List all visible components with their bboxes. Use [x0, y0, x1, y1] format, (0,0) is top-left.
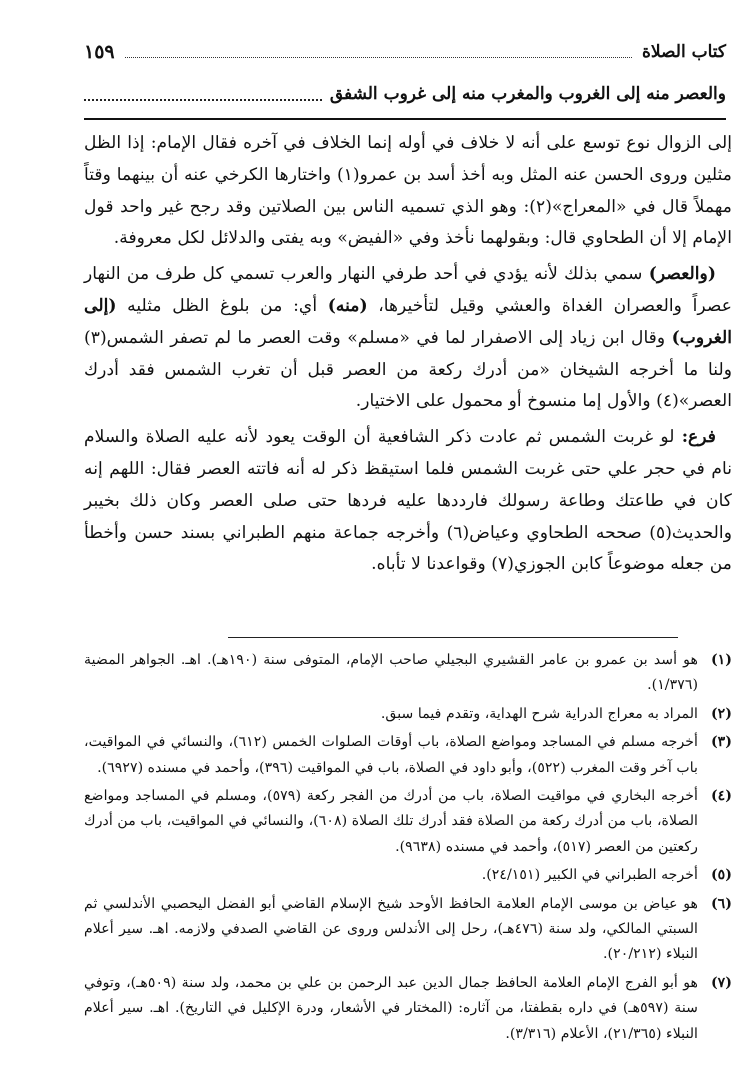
matn-text: والعصر منه إلى الغروب والمغرب منه إلى غروب الشفق [329, 84, 726, 104]
term-minhu: (منه) [327, 295, 368, 316]
page-number: ١٥٩ [84, 41, 115, 63]
commentary-body [84, 128, 732, 585]
footnote-3: (٣) أخرجه مسلم في المساجد ومواضع الصلاة، باب أوقات الصلوات الخمس (٦١٢)، والنسائي في المواقيت، باب آخر وقت المغرب (٥٢٢)، وأبو داود في الصلاة، باب في المواقيت (٣٩٦)، وأحمد في مسنده (٦٩٢٧). [84, 734, 732, 776]
footnote-1: (١) هو أسد بن عمرو بن عامر القشيري البجيلي صاحب الإمام، المتوفى سنة (١٩٠هـ). اهـ. الجواهر المضية (١/٣٧٦). [84, 652, 732, 694]
running-header [84, 40, 726, 64]
matn-line [84, 84, 726, 104]
footnote-separator [228, 637, 678, 638]
paragraph-3: فرع: لو غربت الشمس ثم عادت ذكر الشافعية أن الوقت يعود لأنه عليه الصلاة والسلام نام في حجر علي حتى غربت الشمس فلما استيقظ ذكر له أنه فاتته العصر فقال: اللهم إنه كان في طاعتك وطاعة رسولك فارددها عليه فردها حتى صلى العصر وكان ذلك بخيبر والحديث(٥) صححه الطحاوي وعياض(٦) وأخرجه جماعة منهم الطبراني بسند حسن وأخطأ من جعله موضوعاً كابن الجوزي(٧) وقواعدنا لا تأباه. [84, 427, 732, 575]
footnote-7: (٧) هو أبو الفرج الإمام العلامة الحافظ جمال الدين عبد الرحمن بن علي بن محمد، ولد سنة (٥٠٩هـ)، وتوفي سنة (٥٩٧هـ) في داره بقطفتا، من آثاره: (المختار في الأشعار، ودرة الإكليل في التاريخ). اهـ. سير أعلام النبلاء (٢١/٣٦٥)، الأعلام (٣/٣١٦). [84, 974, 732, 1042]
paragraph-1: إلى الزوال نوع توسع على أنه لا خلاف في أوله إنما الخلاف في آخره فقال الإمام: إذا الظل مثلين وروى الحسن عنه المثل وبه أخذ أسد بن عمرو(١) واختارها الكرخي عنه أن بينهما وقتاً مهملاً قال في «المعراج»(٢): وهو الذي تسميه الناس بين الصلاتين وقد رجح غير واحد قول الإمام إلا أن الطحاوي قال: وبقولهما نأخذ وفي «الفيض» وبه يفتى والدلائل لكل معروفة. [84, 133, 732, 249]
term-far: فرع: [681, 427, 716, 448]
footnote-5: (٥) أخرجه الطبراني في الكبير (٢٤/١٥١). [481, 867, 732, 884]
chapter-title: كتاب الصلاة [641, 42, 726, 62]
footnote-4: (٤) أخرجه البخاري في مواقيت الصلاة، باب من أدرك من الفجر ركعة (٥٧٩)، ومسلم في المساجد ومواضع الصلاة، باب من أدرك ركعة من الصلاة فقد أدرك تلك الصلاة (٦٠٨)، والنسائي في المواقيت، باب من أدرك ركعتين من العصر (٥١٧)، وأحمد في مسنده (٩٦٣٨). [84, 788, 732, 855]
paragraph-2: (والعصر) سمي بذلك لأنه يؤدي في أحد طرفي النهار والعرب تسمي كل طرف من النهار عصراً والعصران الغداة والعشي وقيل لتأخيرها، (منه) أي: من بلوغ الظل مثليه (إلى الغروب) وقال ابن زياد إلى الاصفرار لما في «مسلم» وقت العصر ما لم تصفر الشمس(٣) ولنا ما أخرجه الشيخان «من أدرك ركعة من العصر قبل أن تغرب الشمس فقد أدرك العصر»(٤) والأول إما منسوخ أو محمول على الاختيار. [84, 264, 732, 412]
footnote-6: (٦) هو عياض بن موسى الإمام العلامة الحافظ الأوحد شيخ الإسلام القاضي أبو الفضل اليحصبي الأندلسي ثم السبتي المالكي، ولد سنة (٤٧٦هـ)، رحل إلى الأندلس وروى عن القاضي الصدفي ولازمه. اهـ. سير أعلام النبلاء (٢٠/٢١٢). [84, 895, 732, 963]
term-asr: (والعصر) [648, 264, 716, 285]
matn-divider [84, 118, 726, 120]
term-ila-alghurub: (إلى الغروب) [84, 295, 732, 348]
header-dotted-leader [125, 47, 632, 58]
footnote-2: (٢) المراد به معراج الدراية شرح الهداية، وتقدم فيما سبق. [380, 705, 732, 722]
matn-dotted-leader [84, 87, 322, 101]
footnotes [84, 648, 732, 1050]
